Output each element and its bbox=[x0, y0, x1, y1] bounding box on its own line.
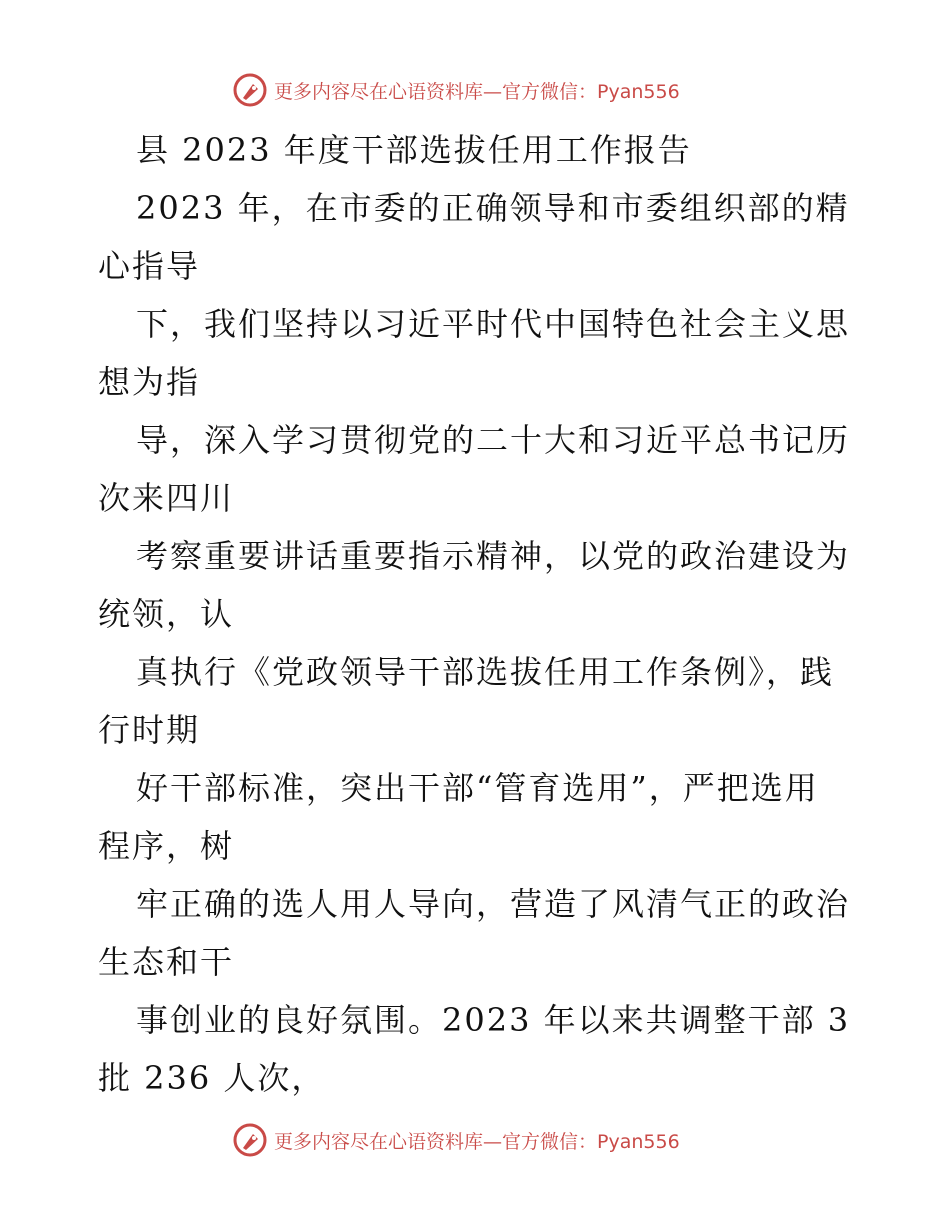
paragraph-line: 次来四川 bbox=[98, 479, 235, 517]
paragraph-line: 生态和干 bbox=[98, 943, 235, 981]
document-body bbox=[98, 121, 858, 1107]
header-watermark bbox=[232, 70, 712, 110]
paragraph-line: 事创业的良好氛围。2023 年以来共调整干部 3 bbox=[136, 1001, 851, 1039]
paragraph-line: 行时期 bbox=[98, 711, 201, 749]
paragraph-line: 好干部标准，突出干部“管育选用”，严把选用 bbox=[136, 769, 819, 807]
paragraph-line: 心指导 bbox=[98, 247, 201, 285]
watermark-wechat-id: Pyan556 bbox=[597, 80, 680, 103]
paragraph-line: 考察重要讲话重要指示精神，以党的政治建设为 bbox=[136, 537, 851, 575]
pen-nib-logo-icon bbox=[232, 1122, 268, 1158]
paragraph-line: 批 236 人次， bbox=[98, 1059, 326, 1097]
paragraph-line: 牢正确的选人用人导向，营造了风清气正的政治 bbox=[136, 885, 851, 923]
pen-nib-logo-icon bbox=[232, 72, 268, 108]
footer-watermark bbox=[232, 1120, 712, 1160]
paragraph-line: 2023 年，在市委的正确领导和市委组织部的精 bbox=[136, 189, 850, 227]
document-title: 县 2023 年度干部选拔任用工作报告 bbox=[136, 131, 692, 169]
watermark-wechat-id: Pyan556 bbox=[597, 1130, 680, 1153]
paragraph-line: 程序，树 bbox=[98, 827, 235, 865]
paragraph-line: 想为指 bbox=[98, 363, 201, 401]
paragraph-line: 统领，认 bbox=[98, 595, 235, 633]
paragraph-line: 下，我们坚持以习近平时代中国特色社会主义思 bbox=[136, 305, 851, 343]
watermark-text: 更多内容尽在心语资料库—官方微信： bbox=[274, 80, 598, 103]
paragraph-line: 导，深入学习贯彻党的二十大和习近平总书记历 bbox=[136, 421, 851, 459]
paragraph-line: 真执行《党政领导干部选拔任用工作条例》，践 bbox=[136, 653, 835, 691]
watermark-text: 更多内容尽在心语资料库—官方微信： bbox=[274, 1130, 598, 1153]
